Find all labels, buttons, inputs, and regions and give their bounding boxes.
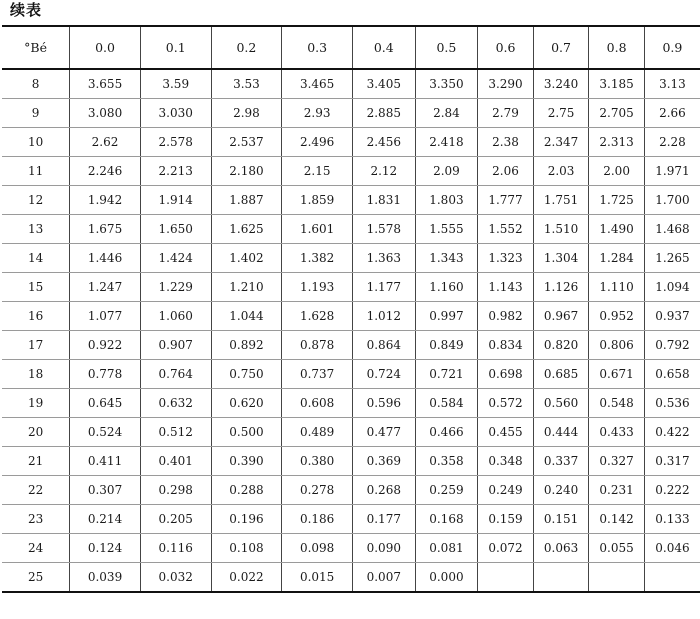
table-cell: 0.433 — [589, 418, 645, 447]
table-cell: 0.186 — [282, 505, 353, 534]
table-cell: 2.418 — [415, 128, 478, 157]
table-cell: 0.658 — [644, 360, 700, 389]
column-header: 0.5 — [415, 26, 478, 69]
table-cell: 1.831 — [352, 186, 415, 215]
table-cell: 1.552 — [478, 215, 534, 244]
table-cell: 3.030 — [140, 99, 211, 128]
table-cell: 0.764 — [140, 360, 211, 389]
table-cell: 1.143 — [478, 273, 534, 302]
row-header-be: 9 — [2, 99, 70, 128]
table-cell: 0.380 — [282, 447, 353, 476]
table-cell: 0.401 — [140, 447, 211, 476]
table-cell: 0.177 — [352, 505, 415, 534]
table-cell: 1.468 — [644, 215, 700, 244]
column-header: 0.8 — [589, 26, 645, 69]
table-cell: 0.222 — [644, 476, 700, 505]
table-cell: 1.094 — [644, 273, 700, 302]
table-cell: 1.012 — [352, 302, 415, 331]
table-cell: 0.721 — [415, 360, 478, 389]
column-header: 0.4 — [352, 26, 415, 69]
table-cell: 3.290 — [478, 69, 534, 99]
row-header-be: 21 — [2, 447, 70, 476]
table-cell: 3.350 — [415, 69, 478, 99]
table-cell: 0.081 — [415, 534, 478, 563]
table-cell: 1.247 — [70, 273, 141, 302]
table-cell: 2.66 — [644, 99, 700, 128]
table-cell: 0.572 — [478, 389, 534, 418]
table-cell: 1.725 — [589, 186, 645, 215]
table-cell: 1.044 — [211, 302, 282, 331]
table-cell: 0.632 — [140, 389, 211, 418]
table-cell: 1.751 — [533, 186, 589, 215]
row-header-be: 15 — [2, 273, 70, 302]
table-cell: 1.126 — [533, 273, 589, 302]
table-cell: 0.922 — [70, 331, 141, 360]
table-cell: 0.046 — [644, 534, 700, 563]
table-cell — [644, 563, 700, 593]
table-cell: 0.390 — [211, 447, 282, 476]
table-cell: 2.578 — [140, 128, 211, 157]
table-cell: 1.510 — [533, 215, 589, 244]
table-cell: 3.240 — [533, 69, 589, 99]
row-header-be: 10 — [2, 128, 70, 157]
row-header-be: 11 — [2, 157, 70, 186]
table-row — [2, 331, 700, 360]
table-cell: 2.705 — [589, 99, 645, 128]
table-cell: 0.982 — [478, 302, 534, 331]
table-cell: 0.698 — [478, 360, 534, 389]
table-cell: 0.489 — [282, 418, 353, 447]
table-cell: 3.465 — [282, 69, 353, 99]
table-cell: 1.229 — [140, 273, 211, 302]
table-cell: 0.620 — [211, 389, 282, 418]
table-cell: 2.885 — [352, 99, 415, 128]
table-cell: 1.777 — [478, 186, 534, 215]
table-cell: 0.000 — [415, 563, 478, 593]
table-cell: 1.675 — [70, 215, 141, 244]
table-cell: 0.007 — [352, 563, 415, 593]
table-cell: 0.159 — [478, 505, 534, 534]
row-header-be: 23 — [2, 505, 70, 534]
column-header: 0.2 — [211, 26, 282, 69]
table-cell: 0.240 — [533, 476, 589, 505]
table-cell: 0.536 — [644, 389, 700, 418]
table-cell: 0.596 — [352, 389, 415, 418]
table-cell: 2.496 — [282, 128, 353, 157]
row-header-be: 14 — [2, 244, 70, 273]
table-caption: 续表 — [10, 1, 43, 19]
table-cell: 0.997 — [415, 302, 478, 331]
table-row — [2, 563, 700, 593]
table-cell: 0.022 — [211, 563, 282, 593]
table-cell: 0.778 — [70, 360, 141, 389]
table-cell: 0.584 — [415, 389, 478, 418]
table-cell: 3.655 — [70, 69, 141, 99]
column-header: 0.0 — [70, 26, 141, 69]
table-cell: 2.93 — [282, 99, 353, 128]
table-cell — [478, 563, 534, 593]
table-cell: 1.284 — [589, 244, 645, 273]
table-row — [2, 244, 700, 273]
table-cell: 1.363 — [352, 244, 415, 273]
table-cell: 0.142 — [589, 505, 645, 534]
table-cell: 0.098 — [282, 534, 353, 563]
column-header: 0.3 — [282, 26, 353, 69]
table-cell: 1.382 — [282, 244, 353, 273]
table-cell: 0.834 — [478, 331, 534, 360]
table-cell: 0.151 — [533, 505, 589, 534]
table-cell: 1.650 — [140, 215, 211, 244]
table-cell: 0.455 — [478, 418, 534, 447]
table-cell: 0.524 — [70, 418, 141, 447]
table-cell: 0.724 — [352, 360, 415, 389]
table-cell: 0.369 — [352, 447, 415, 476]
table-cell: 0.892 — [211, 331, 282, 360]
row-header-be: 18 — [2, 360, 70, 389]
row-header-be: 13 — [2, 215, 70, 244]
table-row — [2, 389, 700, 418]
table-cell: 2.313 — [589, 128, 645, 157]
table-cell: 0.512 — [140, 418, 211, 447]
table-cell: 2.00 — [589, 157, 645, 186]
table-cell: 1.914 — [140, 186, 211, 215]
table-cell: 0.477 — [352, 418, 415, 447]
header-row — [2, 26, 700, 69]
table-cell: 1.304 — [533, 244, 589, 273]
table-cell: 0.032 — [140, 563, 211, 593]
table-cell: 0.168 — [415, 505, 478, 534]
table-cell: 0.249 — [478, 476, 534, 505]
table-cell: 0.671 — [589, 360, 645, 389]
table-cell: 1.601 — [282, 215, 353, 244]
table-row — [2, 360, 700, 389]
table-cell: 0.090 — [352, 534, 415, 563]
table-cell: 1.700 — [644, 186, 700, 215]
table-cell: 3.53 — [211, 69, 282, 99]
table-cell: 0.116 — [140, 534, 211, 563]
row-header-be: 12 — [2, 186, 70, 215]
table-cell: 2.180 — [211, 157, 282, 186]
table-cell: 2.537 — [211, 128, 282, 157]
table-cell: 0.849 — [415, 331, 478, 360]
table-cell: 1.343 — [415, 244, 478, 273]
table-cell: 3.405 — [352, 69, 415, 99]
row-header-be: 16 — [2, 302, 70, 331]
table-cell: 0.063 — [533, 534, 589, 563]
table-cell — [589, 563, 645, 593]
column-header: 0.6 — [478, 26, 534, 69]
table-cell: 0.466 — [415, 418, 478, 447]
table-row — [2, 273, 700, 302]
table-cell: 0.124 — [70, 534, 141, 563]
table-cell: 0.645 — [70, 389, 141, 418]
table-row — [2, 69, 700, 99]
table-cell: 0.937 — [644, 302, 700, 331]
table-cell: 1.177 — [352, 273, 415, 302]
table-cell: 3.185 — [589, 69, 645, 99]
table-cell: 1.803 — [415, 186, 478, 215]
table-cell: 0.967 — [533, 302, 589, 331]
table-cell: 2.38 — [478, 128, 534, 157]
table-cell: 0.317 — [644, 447, 700, 476]
row-header-be: 19 — [2, 389, 70, 418]
table-row — [2, 447, 700, 476]
table-cell: 1.402 — [211, 244, 282, 273]
table-row — [2, 418, 700, 447]
table-cell: 1.077 — [70, 302, 141, 331]
table-cell: 0.560 — [533, 389, 589, 418]
table-cell: 0.205 — [140, 505, 211, 534]
table-cell: 2.98 — [211, 99, 282, 128]
table-cell: 1.859 — [282, 186, 353, 215]
table-cell: 0.278 — [282, 476, 353, 505]
table-cell: 0.792 — [644, 331, 700, 360]
table-row — [2, 534, 700, 563]
row-header-be: 24 — [2, 534, 70, 563]
table-cell: 0.444 — [533, 418, 589, 447]
table-cell: 0.133 — [644, 505, 700, 534]
table-cell: 0.288 — [211, 476, 282, 505]
table-cell: 0.907 — [140, 331, 211, 360]
table-cell: 1.628 — [282, 302, 353, 331]
table-cell: 0.196 — [211, 505, 282, 534]
table-cell: 0.608 — [282, 389, 353, 418]
table-cell: 2.15 — [282, 157, 353, 186]
table-cell: 1.323 — [478, 244, 534, 273]
table-cell: 1.424 — [140, 244, 211, 273]
table-row — [2, 128, 700, 157]
table-cell: 3.13 — [644, 69, 700, 99]
table-cell: 1.490 — [589, 215, 645, 244]
table-cell: 0.268 — [352, 476, 415, 505]
table-cell: 0.820 — [533, 331, 589, 360]
table-cell: 3.080 — [70, 99, 141, 128]
table-cell: 0.039 — [70, 563, 141, 593]
table-row — [2, 99, 700, 128]
table-cell: 1.160 — [415, 273, 478, 302]
table-cell: 2.456 — [352, 128, 415, 157]
table-cell: 1.942 — [70, 186, 141, 215]
table-cell: 2.347 — [533, 128, 589, 157]
table-row — [2, 302, 700, 331]
table-cell: 0.952 — [589, 302, 645, 331]
table-cell: 0.348 — [478, 447, 534, 476]
table-cell: 2.06 — [478, 157, 534, 186]
column-header: 0.7 — [533, 26, 589, 69]
table-cell: 0.422 — [644, 418, 700, 447]
row-header-be: 17 — [2, 331, 70, 360]
row-header-be: 22 — [2, 476, 70, 505]
table-cell: 1.446 — [70, 244, 141, 273]
table-row — [2, 215, 700, 244]
table-cell: 1.625 — [211, 215, 282, 244]
table-cell: 2.12 — [352, 157, 415, 186]
table-cell: 2.246 — [70, 157, 141, 186]
table-cell: 0.108 — [211, 534, 282, 563]
table-cell: 0.327 — [589, 447, 645, 476]
table-row — [2, 476, 700, 505]
table-body — [2, 69, 700, 592]
table-cell: 0.500 — [211, 418, 282, 447]
table-cell: 0.259 — [415, 476, 478, 505]
table-cell: 0.298 — [140, 476, 211, 505]
table-cell: 0.737 — [282, 360, 353, 389]
table-cell: 2.213 — [140, 157, 211, 186]
table-cell: 0.072 — [478, 534, 534, 563]
table-cell: 2.75 — [533, 99, 589, 128]
table-cell: 0.548 — [589, 389, 645, 418]
table-cell: 0.015 — [282, 563, 353, 593]
table-cell: 2.79 — [478, 99, 534, 128]
table-cell: 0.055 — [589, 534, 645, 563]
table-cell: 1.110 — [589, 273, 645, 302]
table-cell: 1.555 — [415, 215, 478, 244]
table-cell: 0.685 — [533, 360, 589, 389]
table-cell: 0.307 — [70, 476, 141, 505]
table-cell — [533, 563, 589, 593]
table-cell: 0.878 — [282, 331, 353, 360]
table-row — [2, 157, 700, 186]
table-cell: 1.210 — [211, 273, 282, 302]
row-header-be: 25 — [2, 563, 70, 593]
table-cell: 0.358 — [415, 447, 478, 476]
table-cell: 0.411 — [70, 447, 141, 476]
column-header: 0.1 — [140, 26, 211, 69]
table-cell: 1.060 — [140, 302, 211, 331]
table-cell: 0.214 — [70, 505, 141, 534]
table-cell: 3.59 — [140, 69, 211, 99]
table-cell: 0.337 — [533, 447, 589, 476]
row-header-be: 20 — [2, 418, 70, 447]
row-header-be: 8 — [2, 69, 70, 99]
table-cell: 0.806 — [589, 331, 645, 360]
table-cell: 0.864 — [352, 331, 415, 360]
table-cell: 2.09 — [415, 157, 478, 186]
table-cell: 1.578 — [352, 215, 415, 244]
data-table — [2, 25, 700, 593]
table-row — [2, 186, 700, 215]
table-cell: 1.887 — [211, 186, 282, 215]
table-cell: 1.193 — [282, 273, 353, 302]
column-header: 0.9 — [644, 26, 700, 69]
table-cell: 1.971 — [644, 157, 700, 186]
table-cell: 0.750 — [211, 360, 282, 389]
table-cell: 2.84 — [415, 99, 478, 128]
table-cell: 2.28 — [644, 128, 700, 157]
table-cell: 1.265 — [644, 244, 700, 273]
table-cell: 0.231 — [589, 476, 645, 505]
column-header-be: °Bé — [2, 26, 70, 69]
table-row — [2, 505, 700, 534]
table-cell: 2.62 — [70, 128, 141, 157]
table-cell: 2.03 — [533, 157, 589, 186]
